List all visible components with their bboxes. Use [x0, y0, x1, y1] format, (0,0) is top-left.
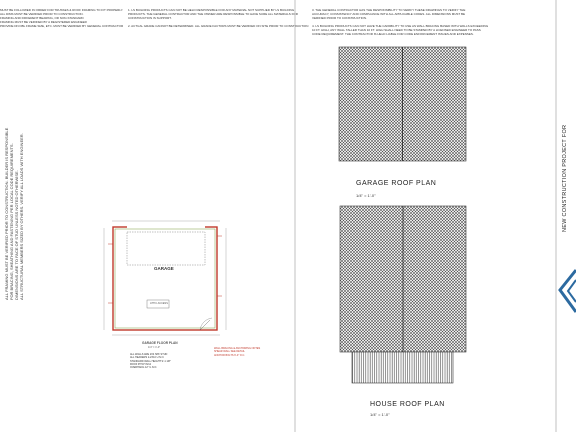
legend-line: ALL WALLS ARE 2X4 SPF STUD — [130, 353, 168, 356]
note-line: FRAMING AND DIFFERENT BEARING, OR NON-STANDARD — [0, 16, 84, 20]
note-line: 1. LS BUILDING PRODUCTS CAN NOT BE HELD RESPONSIBLE FOR ANY MATERIAL NOT SUPPLIED BY LS BUILDING — [128, 8, 295, 12]
garage-roof-scale: 1/4" = 1'-0" — [356, 193, 376, 198]
note-line: 3. THE GENERAL CONTRACTOR HAS THE RESPONSIBILITY TO VERIFY THESE DRAWINGS TO VERIFY THE — [312, 8, 466, 12]
note-line: PRODUCTS. THE GENERAL CONTRACTOR AND THE OWNER ARE RESPONSIBLE TO HAVE SURE ALL MATERIALS FOR — [128, 12, 298, 16]
house-roof-plan — [340, 206, 466, 383]
vertical-note: DIMENSIONS ARE TO FACE OF STUD UNLESS NOTED OTHERWISE. — [14, 170, 19, 300]
note-line: MUST BE FOLLOWED IN ORDER FOR TRUSSES & ROOF FRAMING TO FIT PROPERLY. — [0, 8, 124, 12]
house-roof-title: HOUSE ROOF PLAN — [370, 401, 445, 408]
floor-plan-scale: 1/4" = 1'-0" — [148, 346, 161, 349]
floor-plan-legend — [130, 353, 171, 369]
legend-line: OVERHANG 12" U.N.O. — [130, 366, 158, 370]
legend-line: ANCHOR BOLTS 6'-0" O.C. — [214, 353, 246, 357]
legend-line: ALL HEADERS 2-2X10 U.N.O. — [130, 356, 165, 360]
floor-plan-legend-right — [214, 347, 260, 357]
garage-roof-plan — [339, 47, 466, 161]
legend-line: WALL BRACING & ANCHORING NOTES — [214, 347, 261, 350]
note-line: ALL DIMS MUST BE VERIFIED PRIOR TO CONSTRUCTION. — [0, 12, 84, 16]
note-line: 4. LS BUILDING PRODUCTS CAN NOT HAVE THE CAPABILITY TO USE AS WALL BRACING BASED WITH WALLS EXCEEDING — [312, 24, 489, 28]
inner-label: ATTIC ACCESS — [150, 302, 168, 305]
garage-floor-plan — [104, 221, 226, 335]
legend-line: ROOF PITCH 6/12 — [130, 362, 151, 366]
project-title-vertical: NEW CONSTRUCTION PROJECT FOR — [562, 124, 568, 232]
note-line: 10 FT. HIGH, ANY WALL TALLER THAN 10 FT. HIGH SHALL NEED TO BE STAMPED BY A LICENSED ENGINEER TO PASS — [312, 28, 481, 32]
note-line: CODE REQUIREMENT. THE CONTRACTOR IS HELD LIABLE FOR CODE ENFORCEMENT ISSUES AND EXPENSES. — [312, 32, 474, 36]
house-roof-scale: 1/4" = 1'-0" — [370, 412, 390, 417]
note-line: CONSTRUCTION IS SUPPORT. — [128, 16, 172, 20]
note-line: FRAMING MUST BE VERIFIED BY A REGISTERED ENGINEER — [0, 20, 87, 24]
note-line: PROVIDE DN DBL FRAME SIZE, ETC. MUST BE VERIFIED BY GENERAL CONTRACTOR — [0, 24, 124, 28]
note-line: ACCURACY, CONSISTENCY AND COMPLIANCE WITH ALL APPLICABLE CODES. ALL DIMENSIONS MUST BE — [312, 12, 465, 16]
vertical-note: ALL FRAMING MUST BE VERIFIED PRIOR TO CONSTRUCTION. BUILDER IS RESPONSIBLE — [4, 127, 9, 300]
vertical-note: FOR BRACING, SHEATHING AND FASTENING PER LOCAL CODE REQUIREMENTS. — [9, 143, 14, 300]
company-logo — [560, 270, 576, 312]
legend-line: SHEAR WALL SEE DETAIL — [214, 350, 245, 354]
vertical-note: ALL STRUCTURAL MEMBERS SIZED BY OTHERS. VERIFY ALL LOADS WITH ENGINEER. — [19, 133, 24, 300]
legend-line: STANDARD WALL HEIGHT 9'-1 1/8" — [130, 359, 171, 363]
note-line: VERIFIED PRIOR TO CONSTRUCTION. — [312, 16, 367, 20]
garage-roof-title: GARAGE ROOF PLAN — [356, 180, 437, 187]
room-label: GARAGE — [154, 266, 174, 271]
floor-plan-title: GARAGE FLOOR PLAN — [142, 341, 178, 345]
note-line: 2. ACTUAL GRADE CANNOT BE DETERMINED. ALL GRADE FACTORS MUST BE VERIFIED ON SITE PRIOR TO CONSTRUCTION — [128, 24, 309, 28]
